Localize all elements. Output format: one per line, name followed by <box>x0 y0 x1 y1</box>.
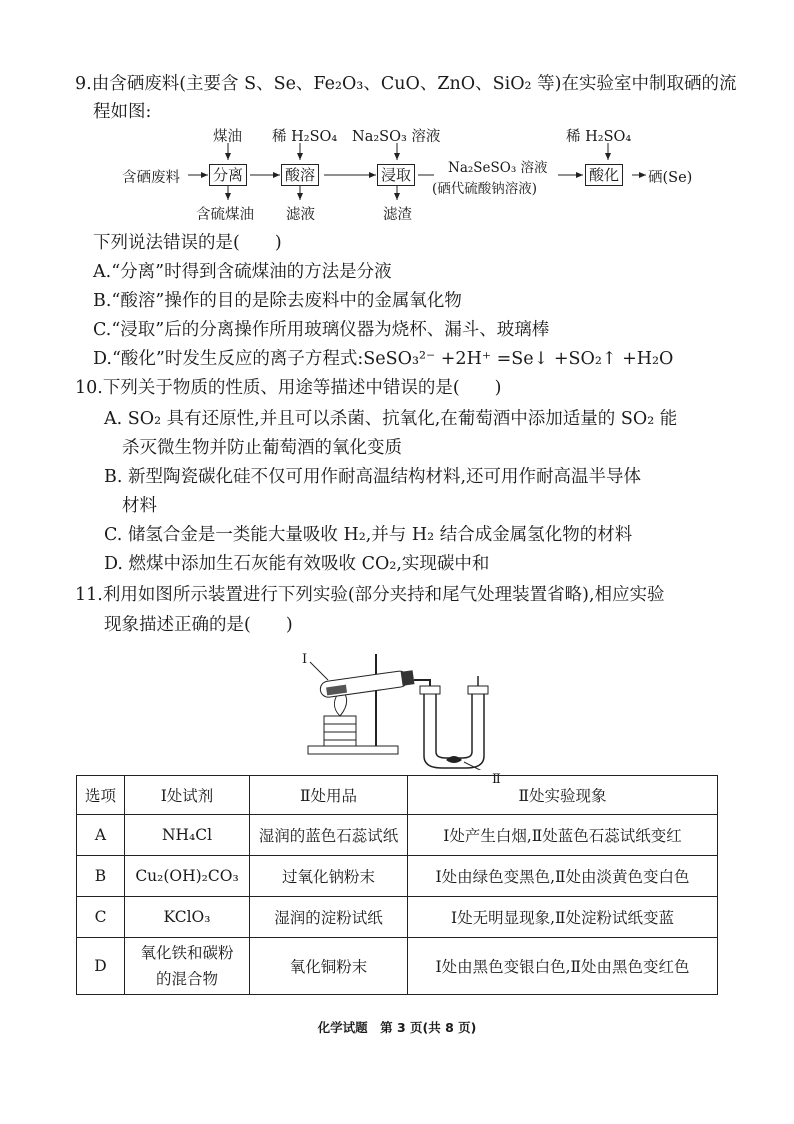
apparatus-drawing <box>290 646 530 770</box>
table-header-row <box>77 776 718 815</box>
flow-bottom-label-residue: 滤渣 <box>383 207 412 223</box>
table-row <box>77 815 718 856</box>
q9-option-d: D.“酸化”时发生反应的离子方程式:SeSO₃²⁻ +2H⁺ =Se↓ +SO₂↑ +H₂O <box>93 349 674 369</box>
table-header: Ⅱ处实验现象 <box>408 776 718 815</box>
flow-start: 含硒废料 <box>122 170 180 186</box>
flow-top-label-kerosene: 煤油 <box>213 129 242 145</box>
q10-stem: 10.下列关于物质的性质、用途等描述中错误的是( ) <box>75 378 502 398</box>
apparatus-label-I: Ⅰ <box>302 652 308 667</box>
q9-line1: 9.由含硒废料(主要含 S、Se、Fe₂O₃、CuO、ZnO、SiO₂ 等)在实验室中制取硒的流 <box>75 74 737 94</box>
table-cell: D <box>77 938 125 995</box>
table-cell: KClO₃ <box>125 897 250 938</box>
q10-option-d: D. 燃煤中添加生石灰能有效吸收 CO₂,实现碳中和 <box>104 554 490 574</box>
table-cell: 氧化铜粉末 <box>250 938 408 995</box>
flow-bottom-label-sulfur-kerosene: 含硫煤油 <box>196 207 254 223</box>
table-row <box>77 897 718 938</box>
table-cell: Ⅰ处由绿色变黑色,Ⅱ处由淡黄色变白色 <box>408 856 718 897</box>
q10-option-a-cont: 杀灭微生物并防止葡萄酒的氧化变质 <box>122 438 402 458</box>
flow-bottom-label-filtrate: 滤液 <box>286 207 315 223</box>
table-row <box>77 938 718 995</box>
flow-top-label-na2so3: Na₂SO₃ 溶液 <box>352 129 441 145</box>
table-cell: 湿润的蓝色石蕊试纸 <box>250 815 408 856</box>
q9-option-c: C.“浸取”后的分离操作所用玻璃仪器为烧杯、漏斗、玻璃棒 <box>93 320 550 340</box>
table-cell: 湿润的淀粉试纸 <box>250 897 408 938</box>
flow-top-label-h2so4: 稀 H₂SO₄ <box>272 129 338 145</box>
table-cell: C <box>77 897 125 938</box>
table-cell: 氧化铁和碳粉的混合物 <box>125 938 250 995</box>
table-header: 选项 <box>77 776 125 815</box>
q10-option-a: A. SO₂ 具有还原性,并且可以杀菌、抗氧化,在葡萄酒中添加适量的 SO₂ 能 <box>104 409 678 429</box>
flow-mid-label: Na₂SeSO₃ 溶液 <box>448 160 548 176</box>
q10-option-b-cont: 材料 <box>122 496 157 516</box>
q11-line1: 11.利用如图所示装置进行下列实验(部分夹持和尾气处理装置省略),相应实验 <box>75 585 665 605</box>
q10-option-b: B. 新型陶瓷碳化硅不仅可用作耐高温结构材料,还可用作耐高温半导体 <box>104 467 642 487</box>
apparatus-label-II: Ⅱ <box>492 772 501 787</box>
table-cell: Ⅰ处无明显现象,Ⅱ处淀粉试纸变蓝 <box>408 897 718 938</box>
table-cell: A <box>77 815 125 856</box>
table-cell: B <box>77 856 125 897</box>
page-footer: 化学试题 第 3 页(共 8 页) <box>317 1020 477 1035</box>
q9-option-a: A.“分离”时得到含硫煤油的方法是分液 <box>93 262 392 282</box>
flow-end: 硒(Se) <box>648 170 693 186</box>
q11-line2: 现象描述正确的是( ) <box>104 615 293 635</box>
q10-option-c: C. 储氢合金是一类能大量吸收 H₂,并与 H₂ 结合成金属氢化物的材料 <box>104 525 633 545</box>
flow-arrows <box>0 0 794 230</box>
table-cell: 过氧化钠粉末 <box>250 856 408 897</box>
flow-mid-label2: (硒代硫酸钠溶液) <box>432 181 538 197</box>
q9-option-b: B.“酸溶”操作的目的是除去废料中的金属氧化物 <box>93 291 462 311</box>
table-header: Ⅰ处试剂 <box>125 776 250 815</box>
table-cell: NH₄Cl <box>125 815 250 856</box>
table-header: Ⅱ处用品 <box>250 776 408 815</box>
flow-step-acidify: 酸化 <box>585 164 623 186</box>
flow-top-label-h2so4-2: 稀 H₂SO₄ <box>566 129 632 145</box>
table-cell: Ⅰ处产生白烟,Ⅱ处蓝色石蕊试纸变红 <box>408 815 718 856</box>
flow-step-separate: 分离 <box>209 164 247 186</box>
flow-step-acid-dissolve: 酸溶 <box>281 164 319 186</box>
flow-step-leach: 浸取 <box>377 164 415 186</box>
table-cell: Ⅰ处由黑色变银白色,Ⅱ处由黑色变红色 <box>408 938 718 995</box>
table-row <box>77 856 718 897</box>
q11-options-table <box>76 775 718 995</box>
q9-line2: 程如图: <box>93 102 152 122</box>
table-cell: Cu₂(OH)₂CO₃ <box>125 856 250 897</box>
q9-stem: 下列说法错误的是( ) <box>93 233 282 253</box>
